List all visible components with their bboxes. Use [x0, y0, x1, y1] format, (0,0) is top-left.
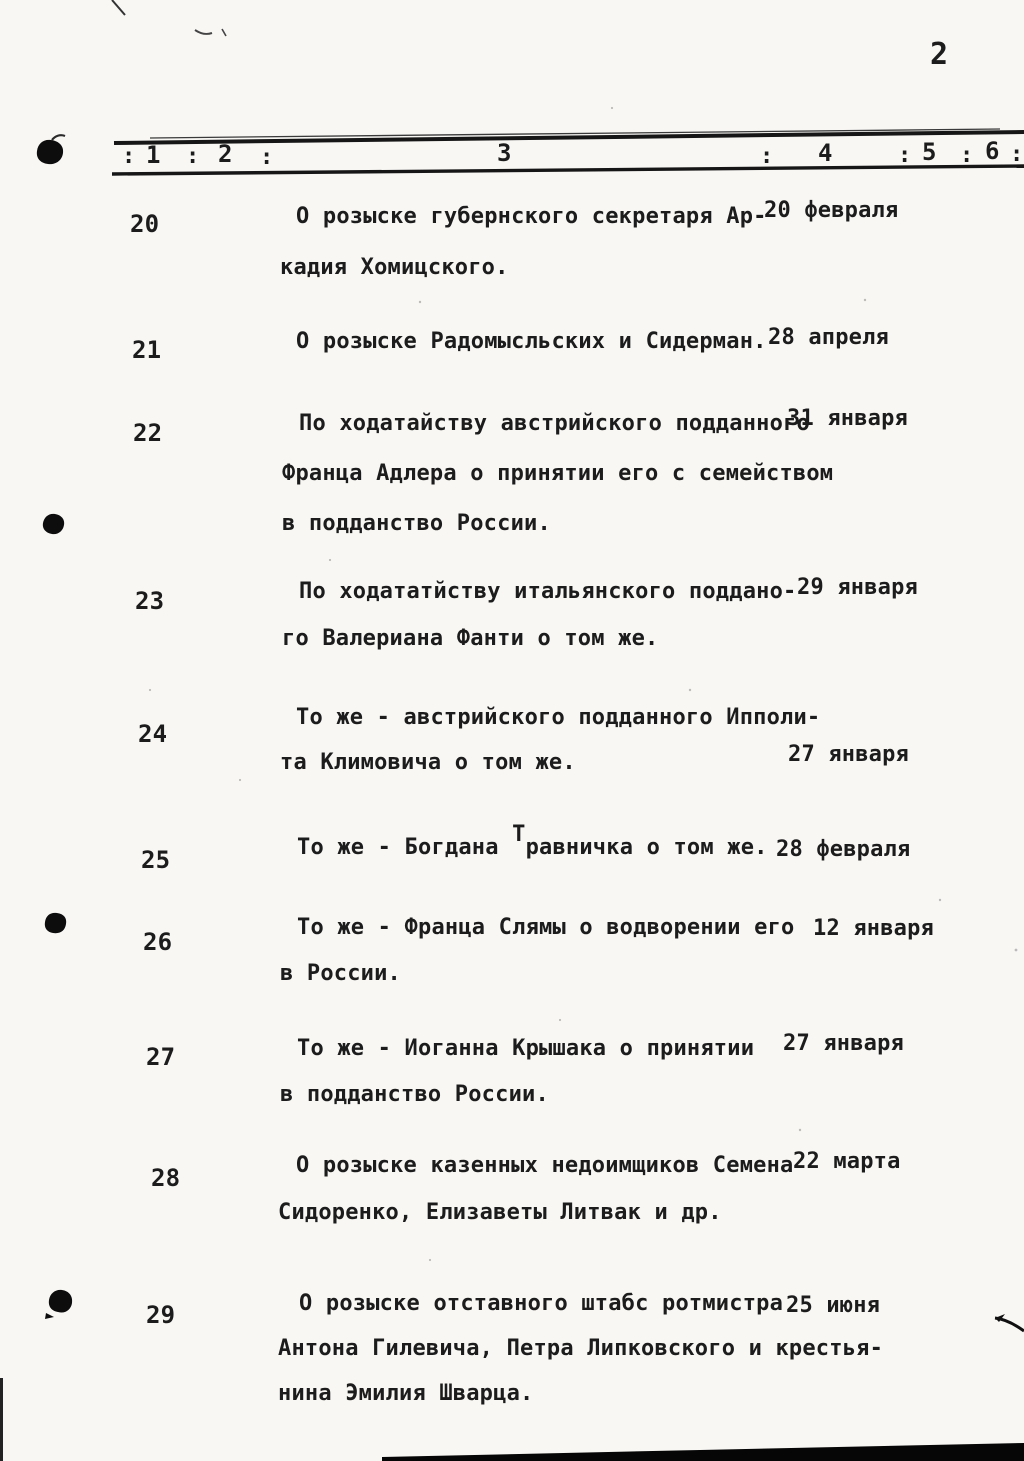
entry-number: 21: [132, 336, 162, 364]
entry-date: 12 января: [813, 916, 935, 941]
entry-date: 28 апреля: [768, 325, 890, 350]
typed-correction-superscript: Т: [512, 822, 526, 847]
entry-date: 20 февраля: [764, 198, 899, 223]
ink-blot-mark: [43, 514, 64, 534]
column-separator: :: [260, 145, 274, 170]
column-header-2: 2: [218, 140, 233, 168]
column-header-1: 1: [146, 141, 161, 169]
entry-number: 26: [143, 928, 173, 956]
entry-number: 29: [146, 1301, 176, 1329]
column-separator: :: [960, 143, 974, 168]
entry-line-text: То же - Богдана: [297, 835, 513, 860]
entry-number: 25: [141, 846, 171, 874]
margin-arrow-head: [995, 1314, 1005, 1322]
entry-date: 25 июня: [786, 1293, 881, 1318]
entry-line: О розыске отставного штабс ротмистра: [299, 1291, 784, 1316]
entry-line: По ходататйству итальянского поддано-: [299, 579, 797, 604]
entry-line: в подданство России.: [280, 1082, 549, 1107]
pen-curl-mark: [52, 135, 65, 140]
entry-line: Франца Адлера о принятии его с семейством: [282, 461, 834, 486]
entry-line: [297, 822, 768, 860]
entry-number: 27: [146, 1043, 176, 1071]
entry-line: та Климовича о том же.: [280, 750, 576, 775]
entry-line: О розыске Радомысльских и Сидерман.: [296, 329, 767, 354]
entry-date: 31 января: [787, 406, 909, 431]
ink-blot-tail-mark: [45, 1313, 54, 1319]
margin-arrow-mark: [995, 1318, 1024, 1331]
ink-blot-mark: [45, 913, 66, 933]
entry-line: По ходатайству австрийского подданного: [299, 411, 810, 436]
column-header-6: 6: [985, 137, 1000, 165]
column-separator: :: [122, 144, 136, 169]
entry-line: нина Эмилия Шварца.: [278, 1381, 534, 1406]
entry-date: 22 марта: [793, 1149, 901, 1174]
entry-number: 23: [135, 587, 165, 615]
entry-line: в подданство России.: [282, 511, 551, 536]
entry-line: О розыске губернского секретаря Ар-: [296, 204, 767, 229]
column-header-5: 5: [922, 138, 937, 166]
entry-line: То же - Франца Слямы о водворении его: [297, 915, 795, 940]
column-separator: :: [898, 143, 912, 168]
entry-line: То же - Иоганна Крышака о принятии: [297, 1036, 755, 1061]
entry-line: Антона Гилевича, Петра Липковского и крестья-: [278, 1336, 884, 1361]
left-scan-strip: [0, 1378, 3, 1461]
header-bottom-rule: [112, 166, 1024, 174]
page-number: 2: [930, 37, 949, 72]
ink-blot-mark: [49, 1290, 72, 1313]
header-top-rule: [114, 132, 1024, 143]
entry-line: То же - австрийского подданного Ипполи-: [296, 705, 821, 730]
corner-scratch-mark: [112, 0, 125, 15]
corner-scratch-mark: [222, 29, 226, 36]
entry-date: 29 января: [797, 575, 919, 600]
entry-number: 28: [151, 1164, 181, 1192]
header-top-rule-ghost: [150, 129, 1000, 138]
entry-date: 27 января: [788, 742, 910, 767]
column-header-4: 4: [818, 139, 833, 167]
column-separator: :: [760, 144, 774, 169]
entry-number: 24: [138, 720, 168, 748]
column-separator: :: [1010, 142, 1024, 167]
entry-line: го Валериана Фанти о том же.: [282, 626, 659, 651]
corner-scratch-mark: [195, 30, 212, 34]
entry-line-text: равничка о том же.: [525, 835, 768, 860]
entry-number: 20: [130, 210, 160, 238]
column-separator: :: [186, 144, 200, 169]
column-header-3: 3: [497, 139, 512, 167]
entry-number: 22: [133, 419, 163, 447]
entry-line: О розыске казенных недоимщиков Семена: [296, 1153, 794, 1178]
entry-date: 27 января: [783, 1031, 905, 1056]
entry-line: в России.: [280, 961, 402, 986]
ink-blot-mark: [37, 140, 63, 164]
bottom-scan-bar: [382, 1443, 1024, 1461]
entry-date: 28 февраля: [776, 837, 911, 862]
entry-line: кадия Хомицского.: [280, 255, 509, 280]
entry-line: Сидоренко, Елизаветы Литвак и др.: [278, 1200, 722, 1225]
